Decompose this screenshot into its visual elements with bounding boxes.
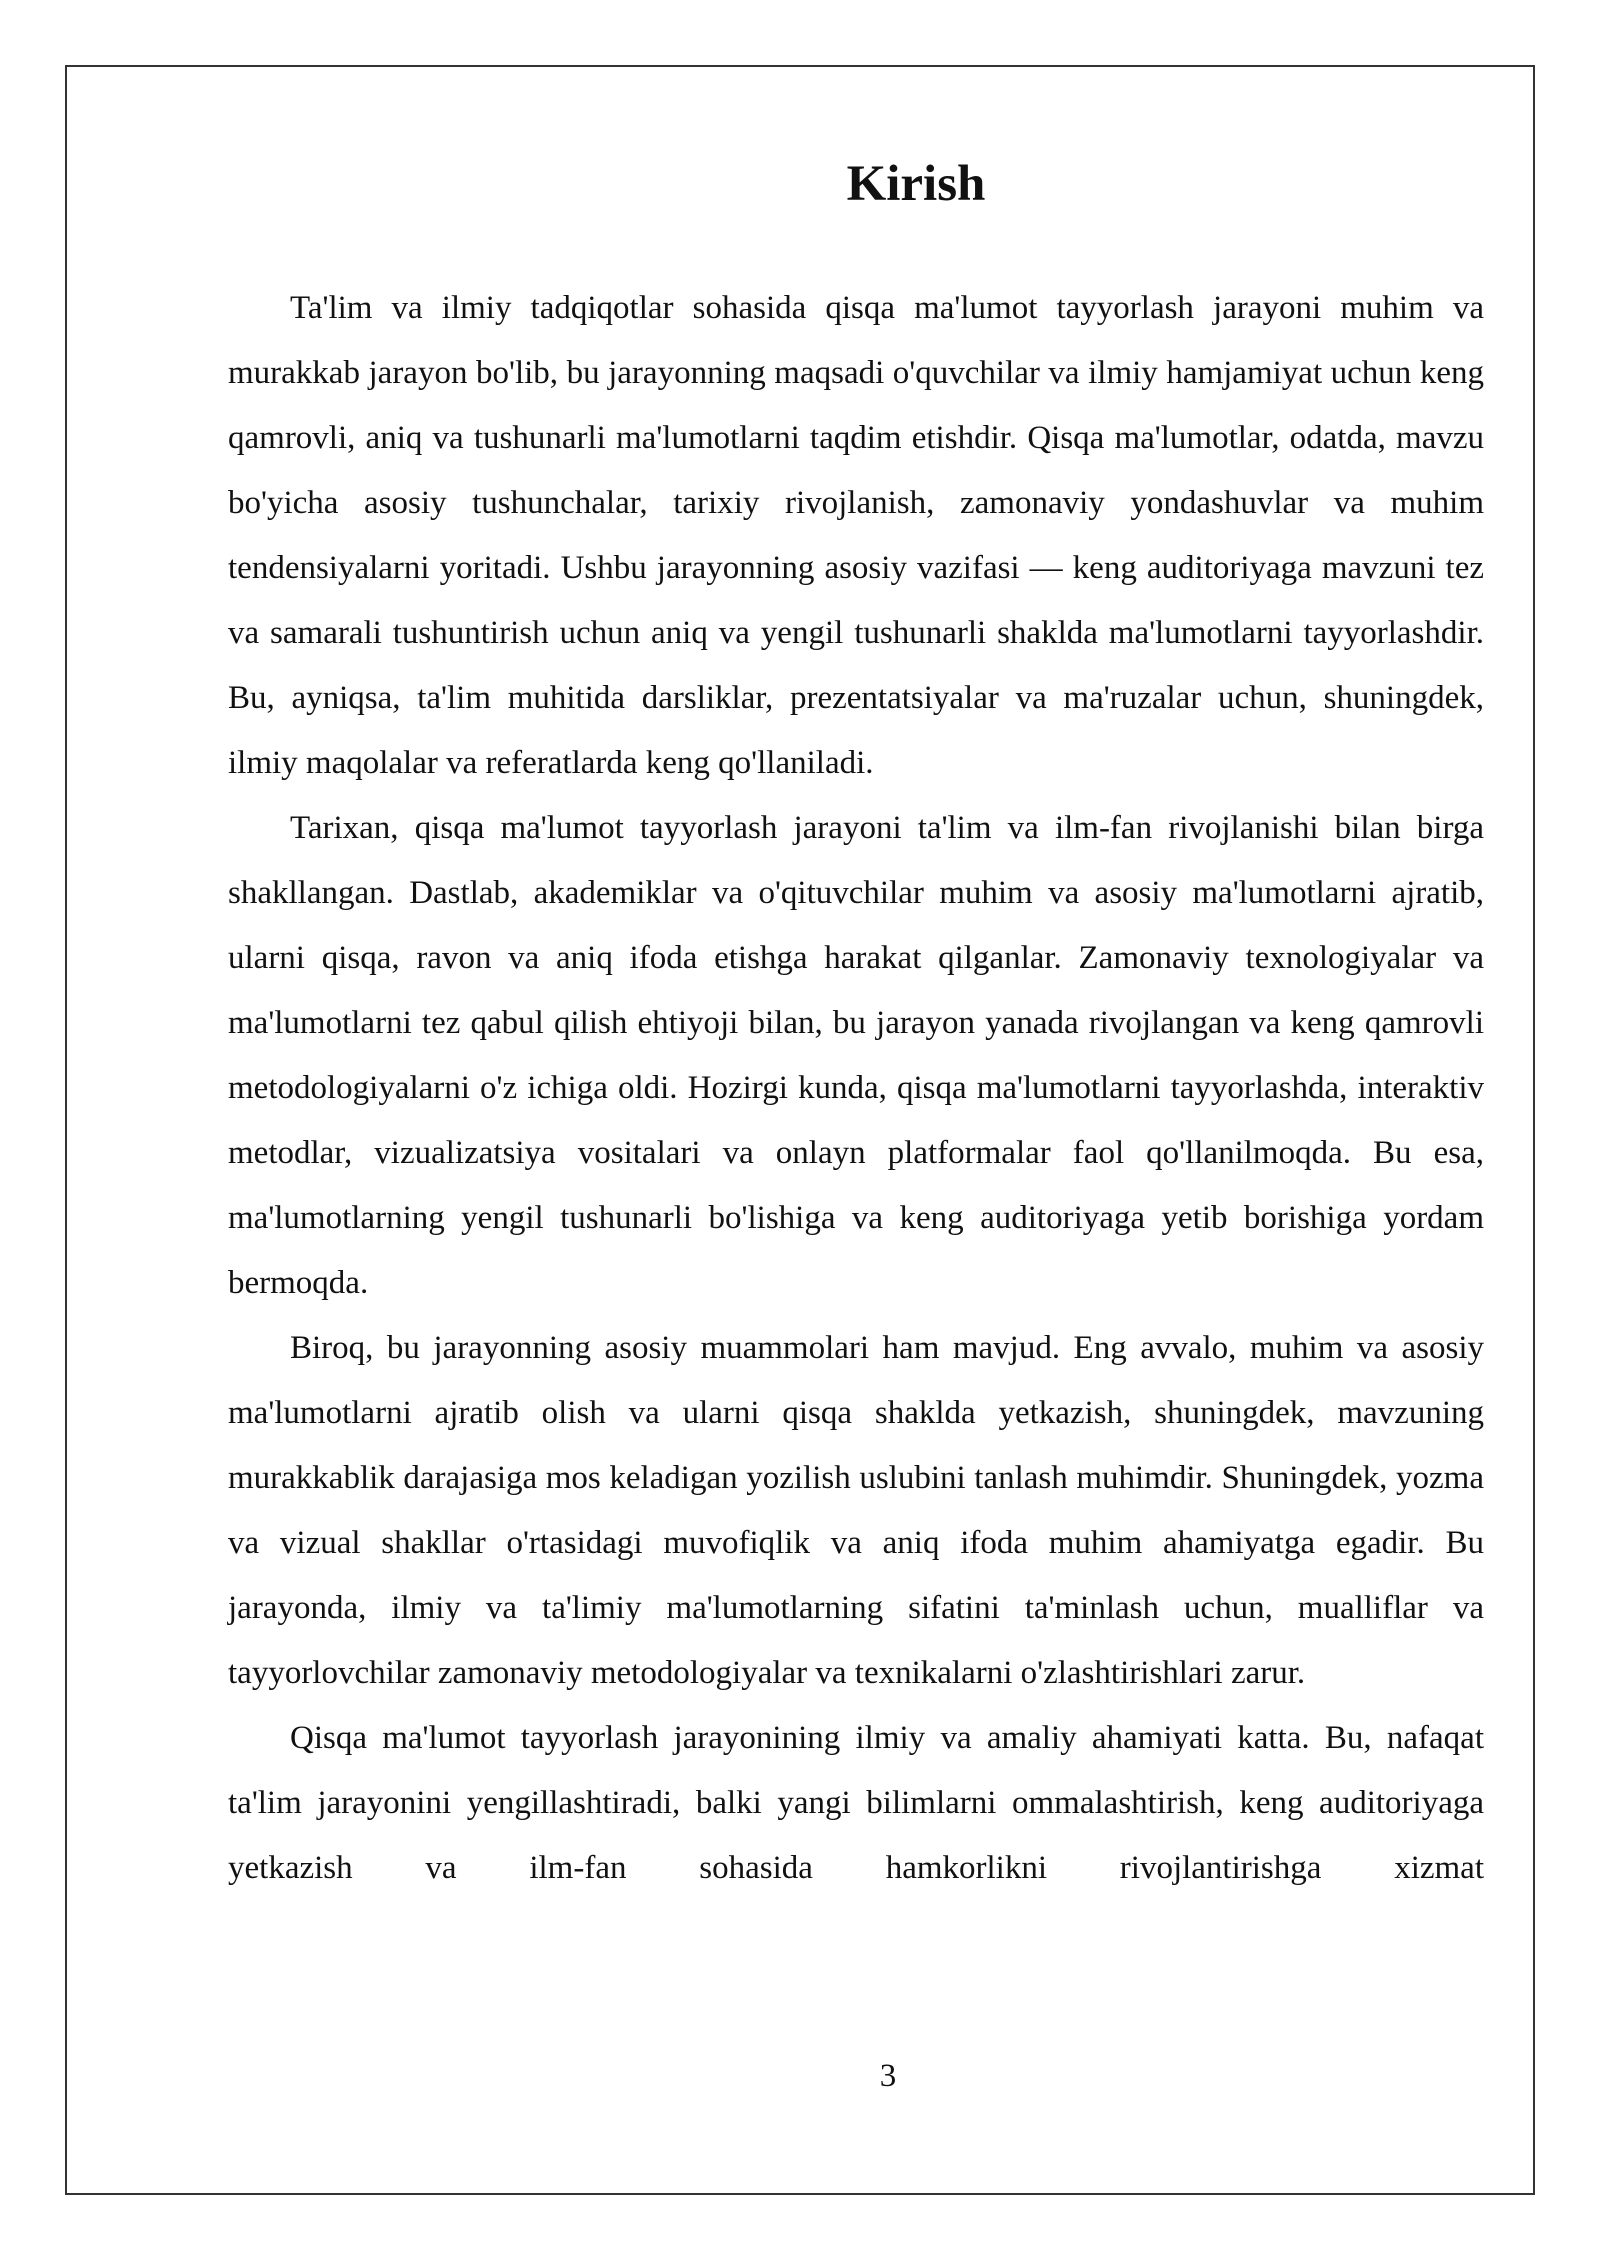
paragraph: Qisqa ma'lumot tayyorlash jarayonining ilmiy va amaliy ahamiyati katta. Bu, nafaqat ta'lim jarayonini yengillashtiradi, balki yangi bilimlarni ommalashtirish, keng auditoriyaga yetkazish va ilm-fan sohasida hamkorlikni rivojlantirishga xizmat [228,1720,1484,1886]
page-content [228,148,1484,1901]
paragraph: Tarixan, qisqa ma'lumot tayyorlash jarayoni ta'lim va ilm-fan rivojlanishi bilan birga shakllangan. Dastlab, akademiklar va o'qituvchilar muhim va asosiy ma'lumotlarni ajratib, ularni qisqa, ravon va aniq ifoda etishga harakat qilganlar. Zamonaviy texnologiyalar va ma'lumotlarni tez qabul qilish ehtiyoji bilan, bu jarayon yanada rivojlangan va keng qamrovli metodologiyalarni o'z ichiga oldi. Hozirgi kunda, qisqa ma'lumotlarni tayyorlashda, interaktiv metodlar, vizualizatsiya vositalari va onlayn platformalar faol qo'llanilmoqda. Bu esa, ma'lumotlarning yengil tushunarli bo'lishiga va keng auditoriyaga yetib borishiga yordam bermoqda. [228,810,1484,1301]
page-number: 3 [879,2058,897,2094]
paragraph: Biroq, bu jarayonning asosiy muammolari ham mavjud. Eng avvalo, muhim va asosiy ma'lumotlarni ajratib olish va ularni qisqa shaklda yetkazish, shuningdek, mavzuning murakkablik darajasiga mos keladigan yozilish uslubini tanlash muhimdir. Shuningdek, yozma va vizual shakllar o'rtasidagi muvofiqlik va aniq ifoda muhim ahamiyatga egadir. Bu jarayonda, ilmiy va ta'limiy ma'lumotlarning sifatini ta'minlash uchun, mualliflar va tayyorlovchilar zamonaviy metodologiyalar va texnikalarni o'zlashtirishlari zarur. [228,1330,1484,1691]
paragraph: Ta'lim va ilmiy tadqiqotlar sohasida qisqa ma'lumot tayyorlash jarayoni muhim va murakkab jarayon bo'lib, bu jarayonning maqsadi o'quvchilar va ilmiy hamjamiyat uchun keng qamrovli, aniq va tushunarli ma'lumotlarni taqdim etishdir. Qisqa ma'lumotlar, odatda, mavzu bo'yicha asosiy tushunchalar, tarixiy rivojlanish, zamonaviy yondashuvlar va muhim tendensiyalarni yoritadi. Ushbu jarayonning asosiy vazifasi — keng auditoriyaga mavzuni tez va samarali tushuntirish uchun aniq va yengil tushunarli shaklda ma'lumotlarni tayyorlashdir. Bu, ayniqsa, ta'lim muhitida darsliklar, prezentatsiyalar va ma'ruzalar uchun, shuningdek, ilmiy maqolalar va referatlarda keng qo'llaniladi. [228,290,1484,781]
page-title: Kirish [846,156,986,212]
